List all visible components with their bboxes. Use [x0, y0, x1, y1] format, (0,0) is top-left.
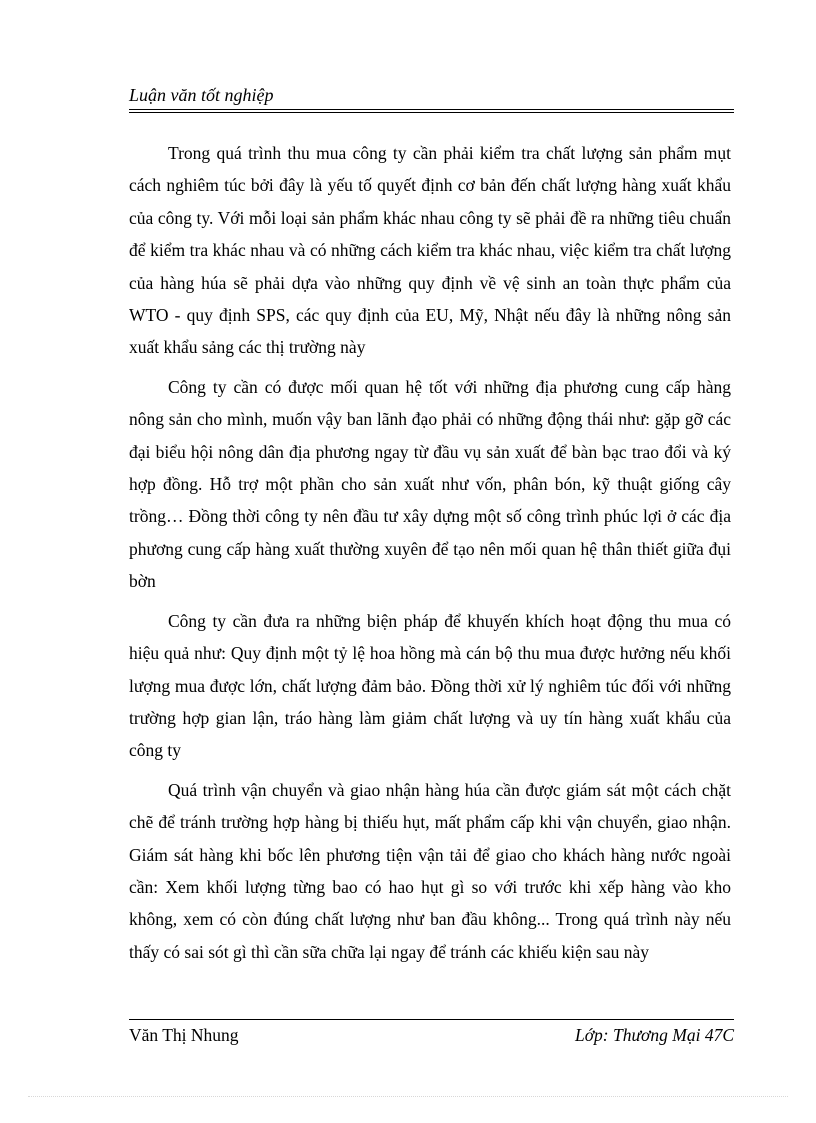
- paragraph-quality-inspection: Trong quá trình thu mua công ty cần phải kiểm tra chất lượng sản phẩm mụt cách nghiêm túc bởi đây là yếu tố quyết định cơ bản đến chất lượng hàng xuất khẩu của công ty. Với mỗi loại sản phẩm khác nhau công ty sẽ phải đề ra những tiêu chuẩn để kiểm tra khác nhau và có những cách kiểm tra khác nhau, việc kiểm tra chất lượng của hàng húa sẽ phải dựa vào những quy định về vệ sinh an toàn thực phẩm của WTO - quy định SPS, các quy định của EU, Mỹ, Nhật nếu đây là những nông sản xuất khẩu sảng các thị trường này: [129, 143, 731, 358]
- header-title: Luận văn tốt nghiệp: [129, 85, 274, 105]
- paragraph-purchase-incentives: Công ty cần đưa ra những biện pháp để khuyến khích hoạt động thu mua có hiệu quả như: Quy định một tỷ lệ hoa hồng mà cán bộ thu mua được hưởng nếu khối lượng mua được lớn, chất lượng đảm bảo. Đồng thời xử lý nghiêm túc đối với những trường hợp gian lận, tráo hàng làm giảm chất lượng và uy tín hàng xuất khẩu của công ty: [129, 610, 731, 761]
- paragraph-local-relations: Công ty cần có được mối quan hệ tốt với những địa phương cung cấp hàng nông sản cho mình, muốn vậy ban lãnh đạo phải có những động thái như: gặp gỡ các đại biểu hội nông dân địa phương ngay từ đầu vụ sản xuất để bàn bạc trao đổi và ký hợp đồng. Hỗ trợ một phần cho sản xuất như vốn, phân bón, kỹ thuật giống cây trồng… Đồng thời công ty nên đầu tư xây dựng một số công trình phúc lợi ở các địa phương cung cấp hàng xuất thường xuyên để tạo nên mối quan hệ thân thiết giữa đụi bờn: [129, 376, 731, 592]
- paragraph-transport-supervision: Quá trình vận chuyển và giao nhận hàng húa cần được giám sát một cách chặt chẽ để tránh trường hợp hàng bị thiếu hụt, mất phẩm cấp khi vận chuyển, giao nhận. Giám sát hàng khi bốc lên phương tiện vận tải để giao cho khách hàng nước ngoài cần: Xem khối lượng từng bao có hao hụt gì so với trước khi xếp hàng vào kho không, xem có còn đúng chất lượng như ban đầu không... Trong quá trình này nếu thấy có sai sót gì thì cần sữa chữa lại ngay để tránh các khiếu kiện sau này: [129, 779, 731, 962]
- page-bottom-edge: [28, 1096, 788, 1097]
- footer-class-label: Lớp: Thương Mại 47C: [574, 1025, 734, 1045]
- header-rule-bottom: [129, 112, 734, 113]
- document-body: [129, 137, 731, 975]
- header-rule-top: [129, 109, 734, 110]
- footer-author: Văn Thị Nhung: [129, 1025, 239, 1045]
- footer-rule: [129, 1019, 734, 1020]
